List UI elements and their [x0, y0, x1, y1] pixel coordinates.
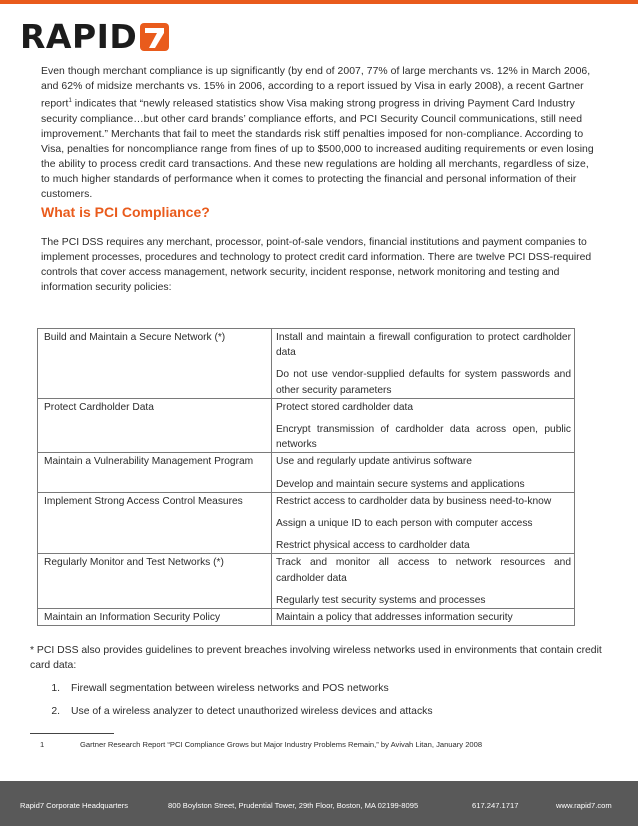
wireless-note: * PCI DSS also provides guidelines to prevent breaches involving wireless networks used in environments that contain credit card data: [30, 645, 602, 672]
table-row [38, 453, 575, 492]
intro-text-part2: indicates that “newly released statistics show Visa making strong progress in driving Payment Card Industry security compliance…but other card brands’ compliance efforts, and PCI Security Council communications, still need improvement.” Merchants that fail to meet the standards risk stiff penalties imposed for non-compliance. According to Visa, penalties for noncompliance range from fines of up to $500,000 to increased auditing requirements or even losing the ability to process credit card transactions. And these new regulations are holding all merchants, regardless of size, to much higher standards of performance when it comes to protecting the financial and personal information of their customers. [41, 98, 594, 201]
requirement-goal: Maintain an Information Security Policy [38, 609, 272, 626]
table-row [38, 329, 575, 399]
footer-url[interactable]: www.rapid7.com [556, 801, 612, 810]
list-item [30, 682, 433, 705]
requirement-item: Use and regularly update antivirus software [276, 456, 472, 468]
requirement-item: Maintain a policy that addresses information security [276, 612, 513, 624]
requirement-details [272, 554, 575, 609]
requirement-goal: Protect Cardholder Data [38, 398, 272, 453]
requirement-item: Regularly test security systems and processes [276, 594, 486, 606]
footer-phone: 617.247.1717 [472, 801, 519, 810]
requirement-details [272, 609, 575, 626]
footnote-text: Gartner Research Report “PCI Compliance Grows but Major Industry Problems Remain,” by Avivah Litan, January 2008 [80, 740, 483, 749]
list-number: 1. [51, 683, 60, 694]
intro-text-part1: Even though merchant compliance is up significantly (by end of 2007, 77% of large merchants vs. 12% in March 2006, and 62% of midsize merchants vs. 15% in 2006, according to a report issued by Visa in early 2008), a recent Gartner report [41, 66, 591, 110]
requirement-details [272, 329, 575, 399]
requirement-goal: Regularly Monitor and Test Networks (*) [38, 554, 272, 609]
table-row [38, 554, 575, 609]
table-row [38, 492, 575, 554]
requirement-goal: Build and Maintain a Secure Network (*) [38, 329, 272, 399]
requirement-item: Track and monitor all access to network resources and cardholder data [276, 557, 571, 584]
requirement-goal: Maintain a Vulnerability Management Program [38, 453, 272, 492]
pci-intro-paragraph: The PCI DSS requires any merchant, processor, point-of-sale vendors, financial institutions and payment companies to implement processes, procedures and technology to protect credit card information. There are twelve PCI DSS-required controls that cover access management, network security, incident response, network monitoring and testing and information security policies: [41, 237, 592, 294]
rapid7-logo [20, 19, 171, 55]
logo-text: RAPID [20, 17, 138, 56]
requirement-item: Develop and maintain secure systems and applications [276, 478, 525, 490]
requirement-details [272, 398, 575, 453]
intro-paragraph [41, 64, 597, 202]
table-row [38, 609, 575, 626]
requirement-item: Restrict physical access to cardholder data [276, 540, 470, 552]
section-title: What is PCI Compliance? [41, 204, 210, 220]
list-text: Use of a wireless analyzer to detect unauthorized wireless devices and attacks [71, 706, 433, 717]
list-item [30, 705, 433, 728]
footer-company: Rapid7 Corporate Headquarters [20, 801, 129, 810]
requirement-details [272, 492, 575, 554]
top-accent-bar [0, 0, 638, 4]
requirement-item: Install and maintain a firewall configuration to protect cardholder data [276, 332, 571, 359]
logo-seven-icon [139, 22, 171, 52]
footer-address: 800 Boylston Street, Prudential Tower, 29th Floor, Boston, MA 02199-8095 [168, 801, 419, 810]
requirement-item: Assign a unique ID to each person with computer access [276, 518, 533, 530]
requirement-item: Protect stored cardholder data [276, 401, 414, 413]
requirement-goal: Implement Strong Access Control Measures [38, 492, 272, 554]
wireless-list [30, 682, 433, 728]
footnote-ref: 1 [68, 98, 72, 105]
requirement-item: Do not use vendor-supplied defaults for system passwords and other security parameters [276, 369, 571, 396]
table-row [38, 398, 575, 453]
list-number: 2. [51, 706, 60, 717]
pci-requirements-table [37, 328, 575, 626]
list-text: Firewall segmentation between wireless networks and POS networks [71, 683, 389, 694]
page-footer [0, 781, 638, 826]
footnote-divider [30, 733, 114, 734]
requirement-item: Restrict access to cardholder data by business need-to-know [276, 495, 552, 507]
footnote [40, 740, 482, 749]
footnote-number: 1 [40, 740, 45, 749]
requirement-details [272, 453, 575, 492]
requirement-item: Encrypt transmission of cardholder data across open, public networks [276, 424, 571, 451]
